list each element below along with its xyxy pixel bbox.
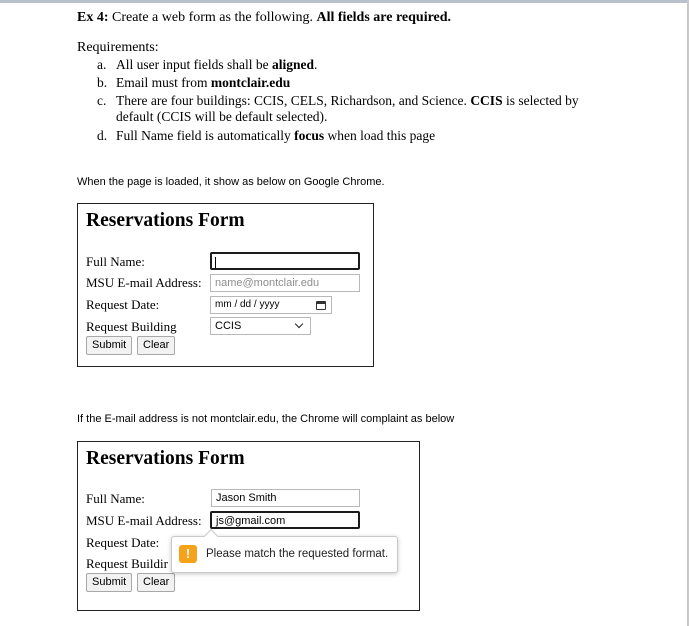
top-border bbox=[0, 0, 689, 3]
requirement-item bbox=[97, 92, 579, 109]
requirement-text: when load this page bbox=[324, 128, 436, 143]
reservations-form-default bbox=[77, 203, 374, 367]
requirement-emphasis: aligned bbox=[271, 57, 314, 72]
full-name-input[interactable] bbox=[210, 252, 360, 270]
email-input[interactable]: name@montclair.edu bbox=[210, 274, 360, 292]
calendar-icon[interactable] bbox=[316, 301, 326, 310]
building-label: Request Building bbox=[86, 319, 177, 334]
submit-button[interactable]: Submit bbox=[86, 573, 132, 592]
requirement-text: . bbox=[314, 57, 318, 72]
requirement-text: Full Name field is automatically bbox=[116, 128, 295, 143]
requirements-title: Requirements: bbox=[77, 40, 159, 55]
caption-email-invalid: If the E-mail address is not montclair.edu, the Chrome will complaint as below bbox=[77, 413, 455, 425]
requirement-text: All user input fields shall be bbox=[116, 57, 272, 72]
date-value: mm / dd / yyyy bbox=[215, 299, 280, 310]
email-label: MSU E-mail Address: bbox=[86, 513, 202, 528]
requirement-emphasis: focus bbox=[294, 128, 325, 143]
submit-button[interactable]: Submit bbox=[86, 336, 132, 355]
building-label: Request Buildir bbox=[86, 556, 168, 571]
validation-tooltip bbox=[171, 536, 398, 573]
clear-button[interactable]: Clear bbox=[137, 573, 175, 592]
exercise-number: Ex 4: bbox=[77, 10, 109, 25]
requirement-item bbox=[97, 56, 317, 73]
requirement-marker: a. bbox=[97, 57, 107, 72]
form-title: Reservations Form bbox=[86, 448, 245, 469]
full-name-label: Full Name: bbox=[86, 254, 145, 269]
validation-message: Please match the requested format. bbox=[206, 548, 389, 560]
chevron-down-icon bbox=[295, 320, 303, 328]
requirement-marker: d. bbox=[97, 128, 108, 143]
clear-button[interactable]: Clear bbox=[137, 336, 175, 355]
email-label: MSU E-mail Address: bbox=[86, 275, 202, 290]
date-input[interactable] bbox=[210, 296, 332, 314]
full-name-label: Full Name: bbox=[86, 491, 145, 506]
building-select[interactable] bbox=[210, 317, 311, 335]
exercise-required: All fields are required. bbox=[316, 10, 452, 25]
form-title: Reservations Form bbox=[86, 210, 245, 231]
requirement-item bbox=[97, 74, 290, 91]
caption-page-loaded: When the page is loaded, it show as below on Google Chrome. bbox=[77, 176, 385, 188]
requirement-text: There are four buildings: CCIS, CELS, Richardson, and Science. bbox=[116, 93, 471, 108]
requirement-text: Email must from bbox=[116, 75, 211, 90]
building-selected-value: CCIS bbox=[215, 320, 242, 332]
warning-icon: ! bbox=[179, 545, 197, 563]
text-cursor bbox=[215, 257, 216, 269]
requirement-continuation: default (CCIS will be default selected). bbox=[116, 109, 328, 124]
date-label: Request Date: bbox=[86, 535, 160, 550]
reservations-form-validation bbox=[77, 441, 420, 611]
requirement-marker: b. bbox=[97, 75, 108, 90]
requirement-item bbox=[97, 127, 435, 144]
date-label: Request Date: bbox=[86, 297, 160, 312]
exercise-text: Create a web form as the following. bbox=[108, 10, 317, 25]
requirement-text: is selected by bbox=[502, 93, 579, 108]
requirement-emphasis: montclair.edu bbox=[210, 75, 291, 90]
full-name-input[interactable]: Jason Smith bbox=[211, 489, 360, 507]
email-input[interactable]: js@gmail.com bbox=[210, 511, 360, 529]
requirement-marker: c. bbox=[97, 93, 107, 108]
exercise-heading bbox=[77, 10, 451, 26]
requirement-emphasis: CCIS bbox=[470, 93, 503, 108]
